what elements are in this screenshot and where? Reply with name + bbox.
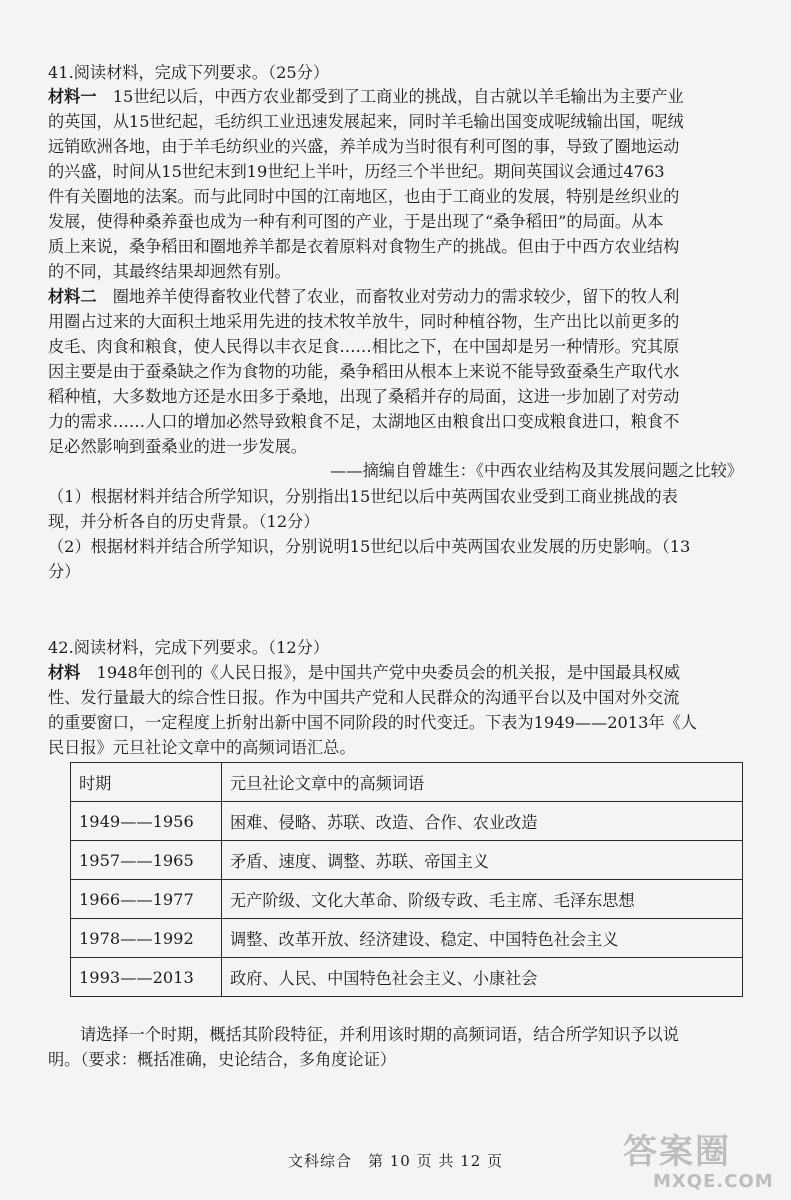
q41-source: ——摘编自曾雄生：《中西农业结构及其发展问题之比较》 (330, 461, 743, 480)
table-cell-words: 困难、侵略、苏联、改造、合作、农业改造 (222, 802, 743, 841)
table-cell-period: 1966——1977 (71, 880, 222, 919)
q42-material-line: 材料 1948年创刊的《人民日报》，是中国共产党中央委员会的机关报，是中国最具权威 (48, 663, 681, 682)
table-cell-period: 1978——1992 (71, 919, 222, 958)
q41-material2-line: 稻种植，大多数地方还是水田多于桑地，出现了桑稻并存的局面，这进一步加剧了对劳动 (48, 387, 680, 406)
q41-material2-line: 用圈占过来的大面积土地采用先进的技术牧羊放牛，同时种植谷物，生产出比以前更多的 (48, 312, 680, 331)
q41-material1-line: 质上来说，桑争稻田和圈地养羊都是衣着原料对食物生产的挑战。但由于中西方农业结构 (48, 237, 680, 256)
table-header-words: 元旦社论文章中的高频词语 (222, 763, 743, 802)
table-row (71, 841, 743, 880)
q41-material2-line: 力的需求……人口的增加必然导致粮食不足，太湖地区由粮食出口变成粮食进口，粮食不 (48, 412, 680, 431)
high-frequency-words-table (70, 762, 743, 997)
q42-instruction-line: 明。（要求：概括准确，史论结合，多角度论证） (48, 1050, 397, 1069)
q41-subquestion-line: （2）根据材料并结合所学知识，分别说明15世纪以后中英两国农业发展的历史影响。（13 (48, 537, 691, 556)
q41-subquestion-line: 分） (48, 562, 81, 581)
q42-material-line: 的重要窗口，一定程度上折射出新中国不同阶段的时代变迁。下表为1949——2013年《人 (48, 713, 697, 732)
table-cell-words: 无产阶级、文化大革命、阶级专政、毛主席、毛泽东思想 (222, 880, 743, 919)
table-cell-words: 矛盾、速度、调整、苏联、帝国主义 (222, 841, 743, 880)
watermark-logo (623, 1132, 773, 1194)
q41-material1-line: 的兴盛，时间从15世纪末到19世纪上半叶，历经三个半世纪。期间英国议会通过4763 (48, 162, 665, 181)
table-cell-period: 1949——1956 (71, 802, 222, 841)
table-header-period: 时期 (71, 763, 222, 802)
material-label: 材料 (48, 663, 81, 682)
watermark-url: MXQE.COM (653, 1171, 774, 1192)
table-cell-period: 1993——2013 (71, 958, 222, 997)
q41-material2-line: 材料二 圈地养羊使得畜牧业代替了农业，而畜牧业对劳动力的需求较少，留下的牧人利 (48, 287, 680, 306)
table-row (71, 802, 743, 841)
q41-material2-line: 因主要是由于蚕桑缺之作为食物的功能，桑争稻田从根本上来说不能导致蚕桑生产取代水 (48, 362, 680, 381)
q41-title: 41.阅读材料，完成下列要求。（25分） (48, 63, 330, 82)
q42-material-line: 性、发行量最大的综合性日报。作为中国共产党和人民群众的沟通平台以及中国对外交流 (48, 688, 680, 707)
page-footer: 文科综合 第 10 页 共 12 页 (287, 1152, 503, 1170)
table-row (71, 919, 743, 958)
table-cell-period: 1957——1965 (71, 841, 222, 880)
q41-material1-line: 发展，使得种桑养蚕也成为一种有利可图的产业，于是出现了“桑争稻田”的局面。从本 (48, 212, 664, 231)
table-cell-words: 政府、人民、中国特色社会主义、小康社会 (222, 958, 743, 997)
table-header-row (71, 763, 743, 802)
q42-material-line: 民日报》元旦社论文章中的高频词语汇总。 (48, 738, 356, 757)
material-label: 材料一 (48, 87, 97, 106)
q41-material1-line: 材料一 15世纪以后，中西方农业都受到了工商业的挑战，自古就以羊毛输出为主要产业 (48, 87, 684, 106)
q41-subquestion-line: 现，并分析各自的历史背景。（12分） (48, 512, 320, 531)
q41-material2-line: 皮毛、肉食和粮食，使人民得以丰衣足食……相比之下，在中国却是另一种情形。究其原 (48, 337, 680, 356)
q41-material1-line: 远销欧洲各地，由于羊毛纺织业的兴盛，养羊成为当时很有利可图的事，导致了圈地运动 (48, 137, 680, 156)
q41-subquestion-line: （1）根据材料并结合所学知识，分别指出15世纪以后中英两国农业受到工商业挑战的表 (48, 487, 678, 506)
q42-title: 42.阅读材料，完成下列要求。（12分） (48, 638, 330, 657)
q42-instruction-line: 请选择一个时期，概括其阶段特征，并利用该时期的高频词语，结合所学知识予以说 (80, 1025, 679, 1044)
watermark-text: 答案圈 (623, 1132, 731, 1172)
table-cell-words: 调整、改革开放、经济建设、稳定、中国特色社会主义 (222, 919, 743, 958)
q41-material1-line: 的不同，其最终结果却迥然有别。 (48, 262, 291, 281)
q41-material1-line: 件有关圈地的法案。而与此同时中国的江南地区，也由于工商业的发展，特别是丝织业的 (48, 187, 680, 206)
q41-material1-line: 的英国，从15世纪起，毛纺织工业迅速发展起来，同时羊毛输出国变成呢绒输出国，呢绒 (48, 112, 684, 131)
q41-material2-line: 足必然影响到蚕桑业的进一步发展。 (48, 437, 307, 456)
table-row (71, 880, 743, 919)
table-row (71, 958, 743, 997)
material-label: 材料二 (48, 287, 97, 306)
